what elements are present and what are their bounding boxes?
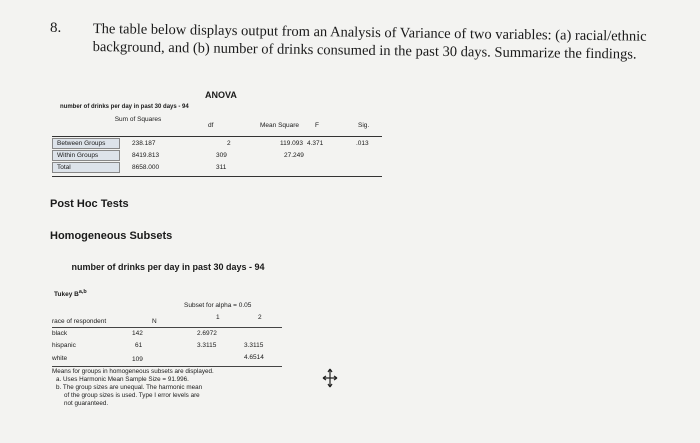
row-s2-2: 4.6514: [244, 354, 264, 361]
post-hoc-heading: Post Hoc Tests: [50, 198, 129, 210]
subset-table: [52, 300, 282, 370]
footnote-b2: of the group sizes is used. Type I error levels are: [64, 392, 200, 399]
col-subset-1: 1: [216, 314, 220, 321]
header-ms: Mean Square: [260, 122, 300, 129]
header-ss: Sum of Squares: [114, 116, 162, 123]
row-race-0: black: [52, 330, 68, 337]
tukey-test: Tukey B: [54, 291, 79, 299]
col-subset-2: 2: [258, 314, 262, 321]
cell-total-df: 311: [216, 164, 227, 171]
row-n-1: 61: [135, 342, 143, 349]
cell-within-ms: 27.249: [284, 152, 304, 159]
col-race: race of respondent: [52, 318, 107, 325]
cell-between-ss: 238.187: [132, 140, 156, 147]
footnote-main: Means for groups in homogeneous subsets are displayed.: [52, 368, 214, 375]
row-s1-1: 3.3115: [197, 342, 217, 349]
anova-caption: number of drinks per day in past 30 days - 94: [60, 104, 189, 110]
tukey-superscript: a,b: [78, 289, 87, 295]
col-n: N: [152, 318, 157, 325]
homogeneous-heading: Homogeneous Subsets: [50, 230, 173, 242]
question-text: The table below displays output from an Analysis of Variance of two variables: (a) racial/ethnic background, and (b) number of drinks consumed in the past 30 days. Summarize the findings.: [92, 20, 647, 63]
footnote-b3: not guaranteed.: [64, 400, 109, 407]
question-number: 8.: [50, 20, 62, 36]
cell-within-df: 309: [216, 152, 227, 159]
row-race-2: white: [52, 355, 68, 362]
anova-title: ANOVA: [205, 90, 237, 100]
row-label-total: Total: [52, 162, 120, 173]
cell-between-f: 4.371: [307, 140, 324, 147]
table-footnotes: [52, 368, 292, 408]
cell-between-sig: .013: [356, 140, 369, 147]
move-cursor-icon: [322, 368, 338, 393]
subset-table-title: number of drinks per day in past 30 days - 94: [71, 262, 265, 272]
cell-total-ss: 8658.000: [132, 164, 160, 171]
footnote-a: a. Uses Harmonic Mean Sample Size = 91.996.: [56, 376, 189, 383]
row-s1-0: 2.6972: [197, 330, 217, 337]
row-n-2: 109: [132, 356, 143, 363]
header-df: df: [208, 122, 214, 129]
footnote-b1: b. The group sizes are unequal. The harmonic mean: [56, 384, 203, 391]
cell-within-ss: 8419.813: [132, 152, 160, 159]
row-race-1: hispanic: [52, 342, 76, 349]
header-sig: Sig.: [358, 122, 370, 129]
cell-between-df: 2: [227, 140, 231, 147]
row-label-within: Within Groups: [52, 150, 120, 161]
header-f: F: [315, 122, 319, 129]
row-label-between: Between Groups: [52, 138, 120, 149]
row-s2-1: 3.3115: [244, 342, 264, 349]
subset-group-header: Subset for alpha = 0.05: [184, 302, 252, 309]
row-n-0: 142: [132, 330, 143, 337]
anova-table: [52, 116, 382, 182]
cell-between-ms: 119.093: [280, 140, 304, 147]
tukey-label: [54, 289, 87, 298]
